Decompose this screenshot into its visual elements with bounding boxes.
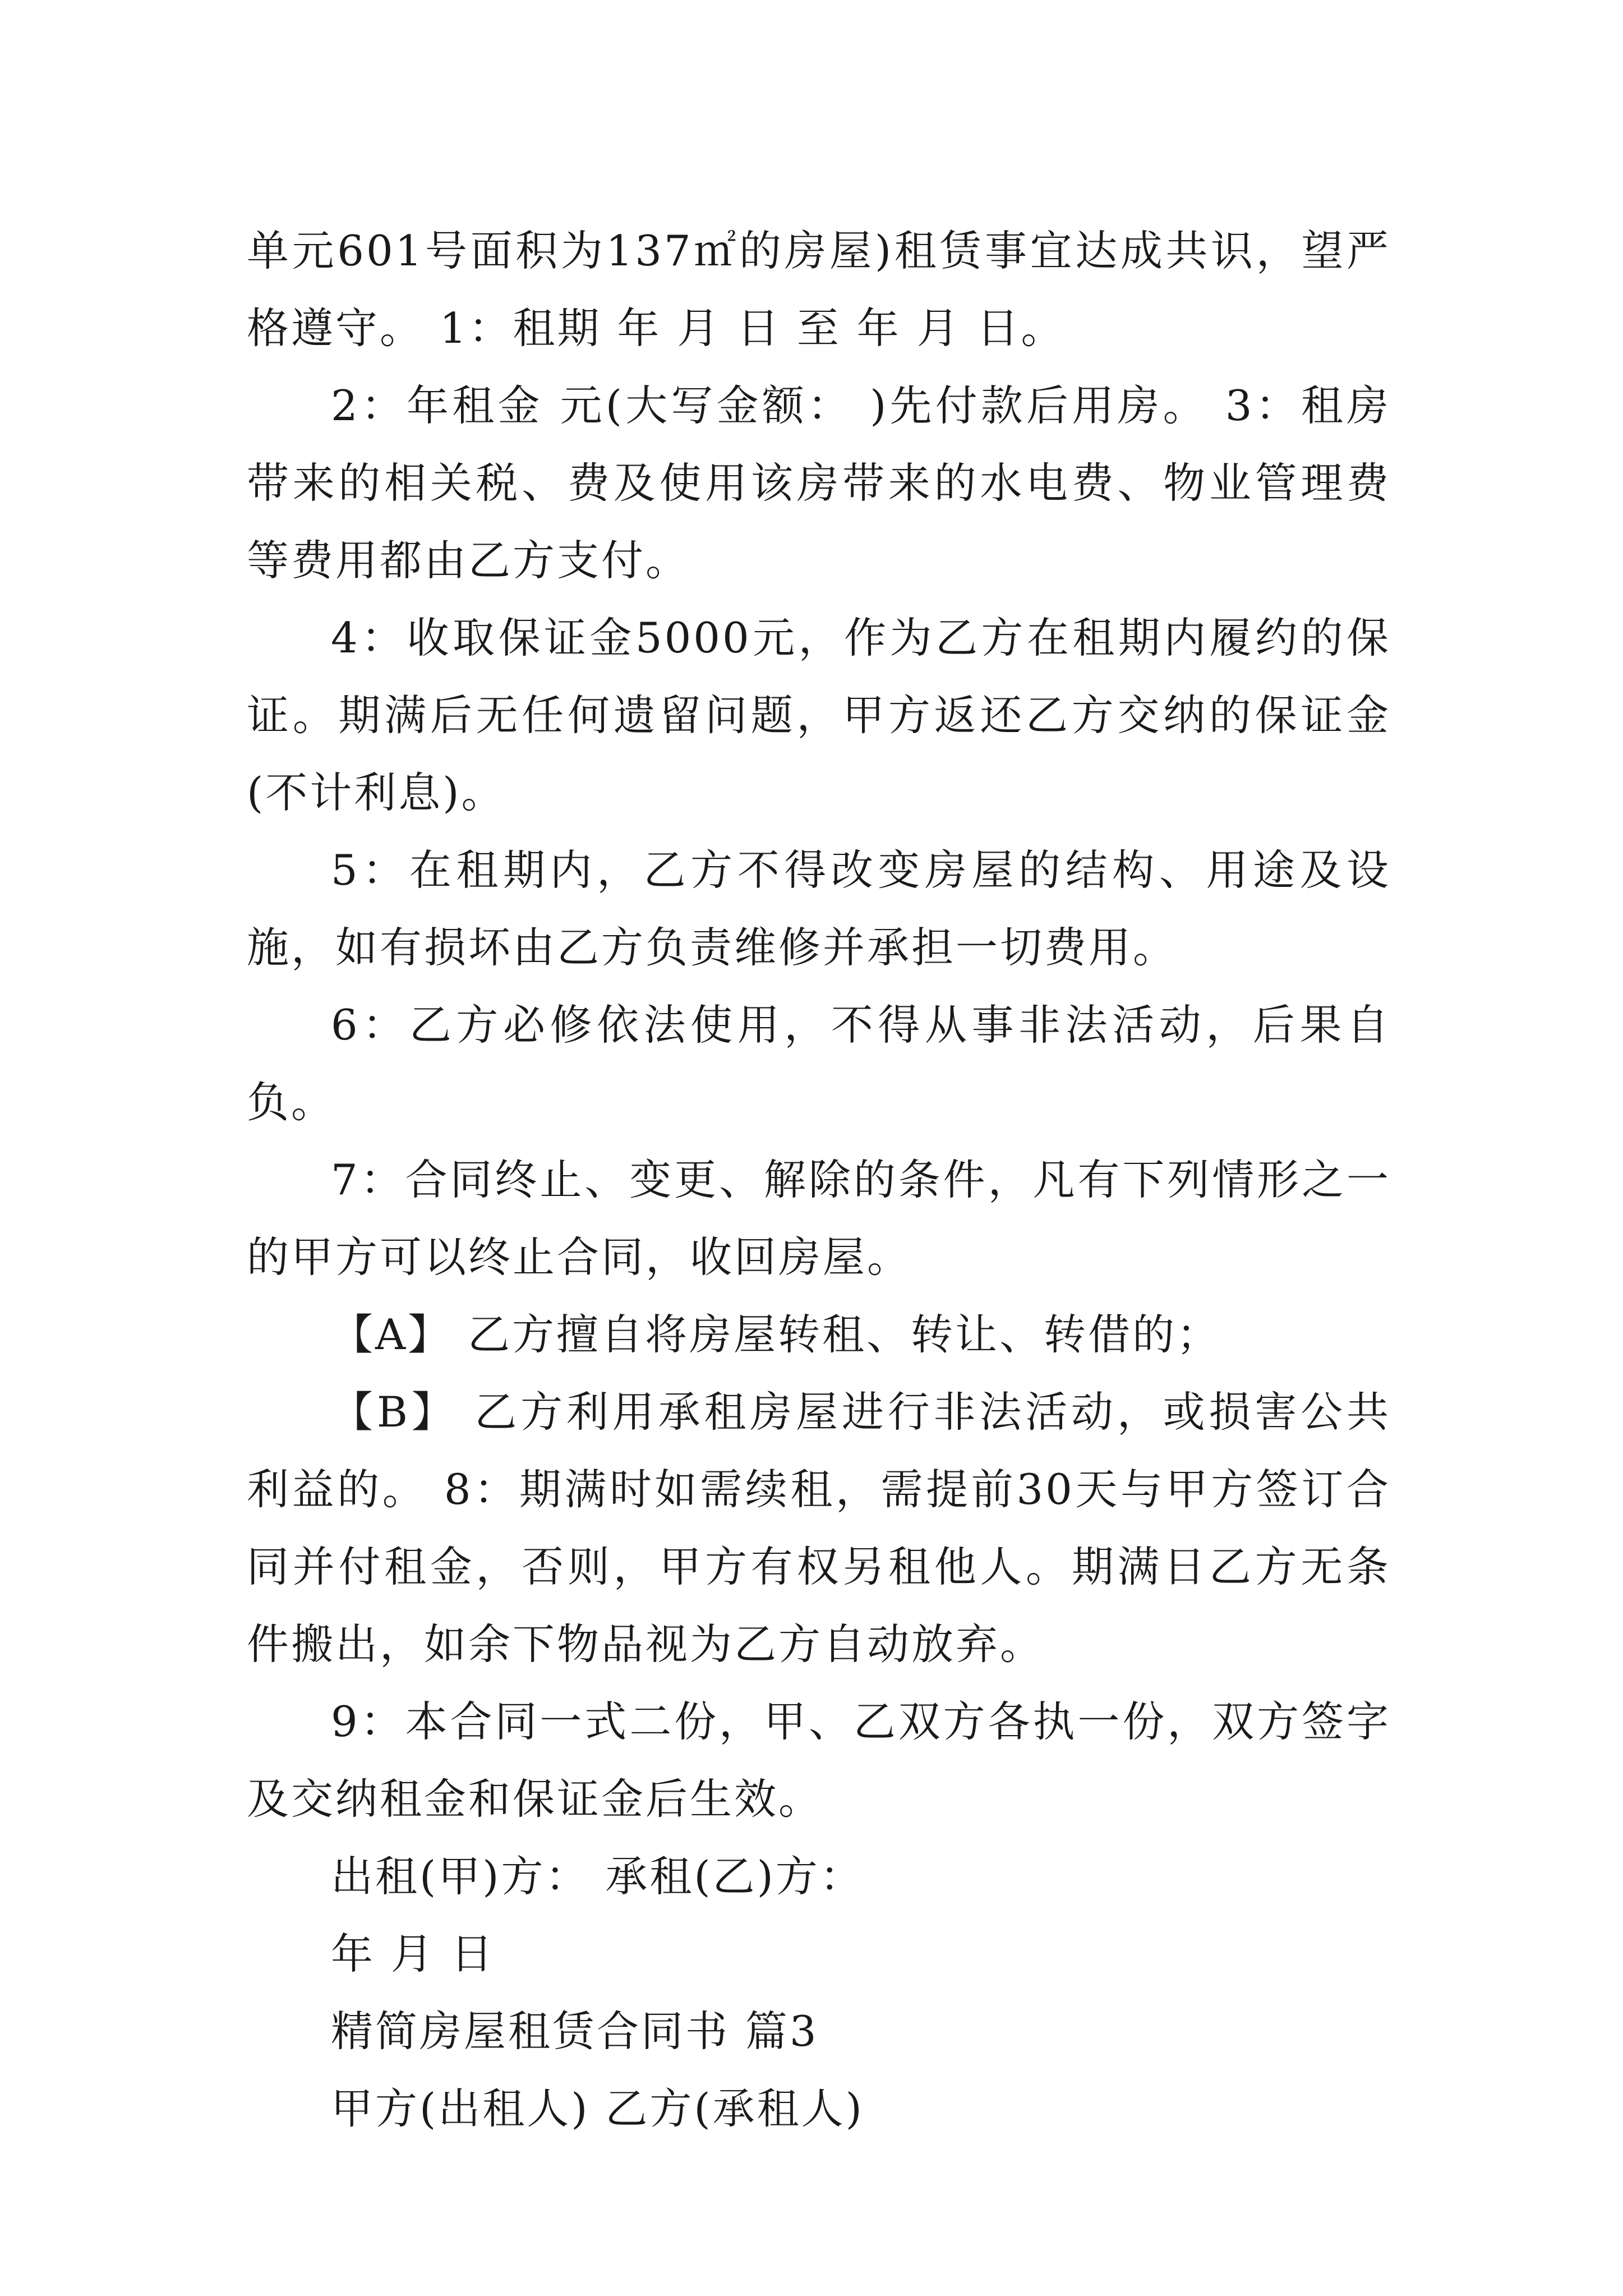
- contract-text: [247, 212, 1391, 2147]
- paragraph-copies: 9：本合同一式二份，甲、乙双方各执一份，双方签字及交纳租金和保证金后生效。: [247, 1697, 1391, 1824]
- paragraph-termination: 7：合同终止、变更、解除的条件，凡有下列情形之一的甲方可以终止合同，收回房屋。: [247, 1155, 1391, 1282]
- paragraph-intro-term: 单元601号面积为137㎡的房屋)租赁事宜达成共识，望严格遵守。 1：租期 年 月 日 至 年 月 日。: [247, 226, 1391, 353]
- date-line: 年 月 日: [331, 1929, 495, 1978]
- signature-line: 出租(甲)方： 承租(乙)方：: [331, 1852, 864, 1901]
- paragraph-structure: 5：在租期内，乙方不得改变房屋的结构、用途及设施，如有损坏由乙方负责维修并承担一切费用。: [247, 845, 1391, 972]
- paragraph-rent-and-fees: 2：年租金 元(大写金额： )先付款后用房。 3：租房带来的相关税、费及使用该房带来的水电费、物业管理费等费用都由乙方支付。: [247, 381, 1391, 585]
- paragraph-deposit: 4：收取保证金5000元，作为乙方在租期内履约的保证。期满后无任何遗留问题，甲方返还乙方交纳的保证金(不计利息)。: [247, 613, 1391, 817]
- section-title: 精简房屋租赁合同书 篇3: [331, 2007, 819, 2056]
- parties-line: 甲方(出租人) 乙方(承租人): [331, 2084, 864, 2133]
- paragraph-clause-b-renewal: 【B】 乙方利用承租房屋进行非法活动，或损害公共利益的。 8：期满时如需续租，需提前30天与甲方签订合同并付租金，否则，甲方有权另租他人。期满日乙方无条件搬出，如余下物品视为乙方自动放弃。: [247, 1387, 1391, 1669]
- paragraph-lawful-use: 6：乙方必修依法使用，不得从事非法活动，后果自负。: [247, 1000, 1391, 1127]
- paragraph-clause-a: 【A】 乙方擅自将房屋转租、转让、转借的；: [331, 1310, 1221, 1359]
